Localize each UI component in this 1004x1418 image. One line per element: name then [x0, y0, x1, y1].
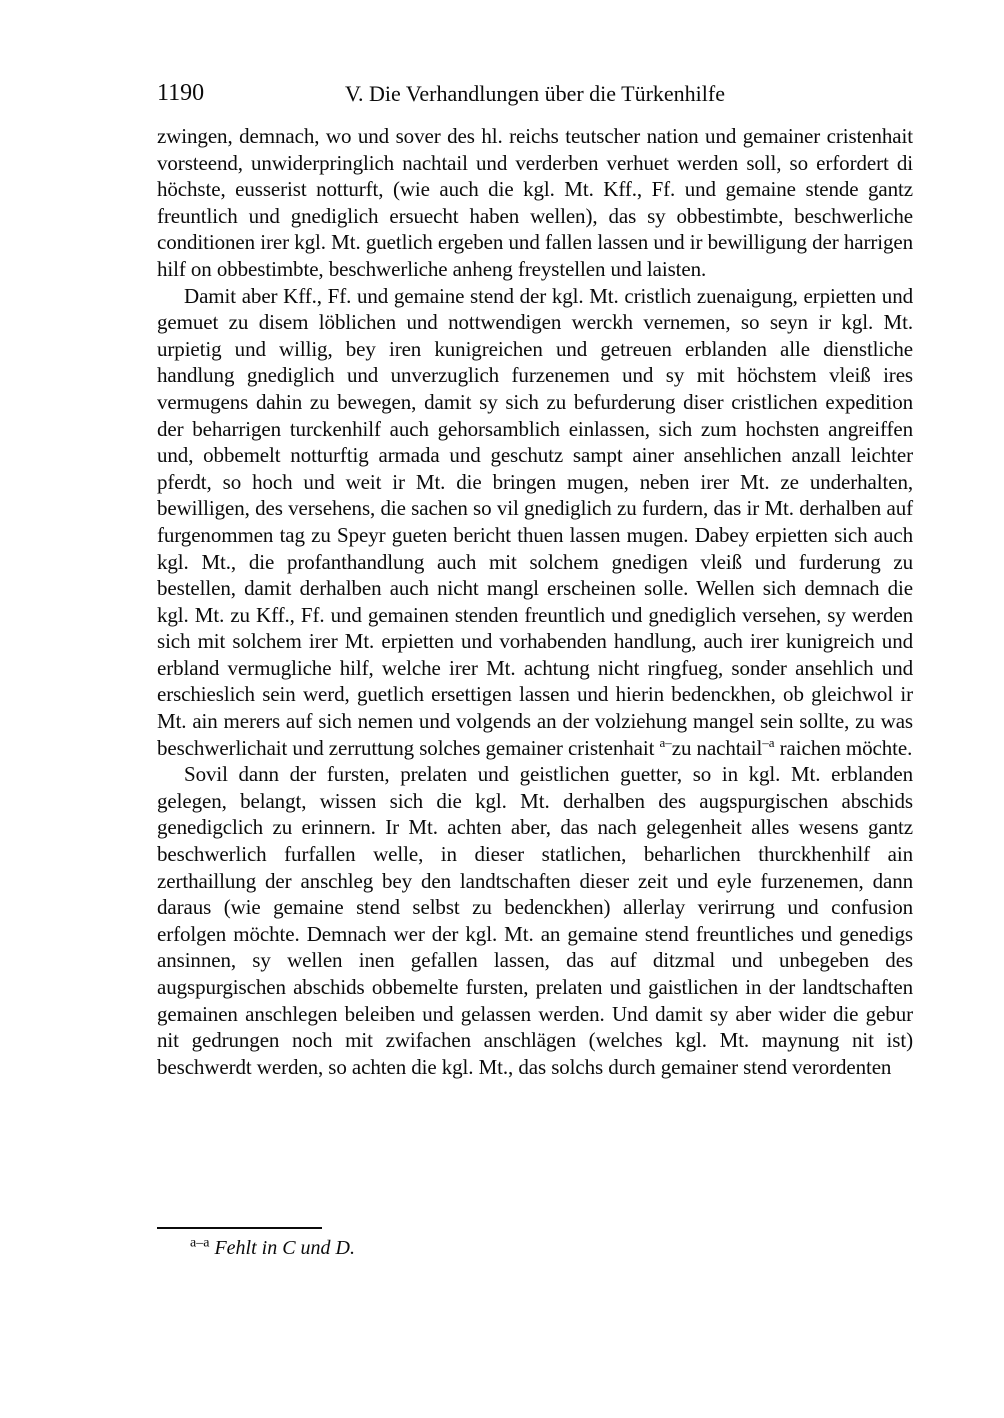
paragraph-3: Sovil dann der fursten, prelaten und geistlichen guetter, so in kgl. Mt. erblanden gelegen, belangt, wissen sich die kgl. Mt. derhalben des augspurgischen abschids genedigclich zu erinnern. Ir Mt. achten aber, das nach gelegenheit alles wesens gantz beschwerlich furfallen welle, in dieser statlichen, beharlichen thurckhenhilf ain zerthaillung der anschleg bey den landtschaften dieser zeit und eyle furzenemen, dann daraus (wie gemaine stend selbst zu bedenckhen) allerlay verirrung und confusion erfolgen möchte. Demnach wer der kgl. Mt. an gemaine stend freuntliches und genedigs ansinnen, sy wellen inen gefallen lassen, das auf ditzmal und unbegeben des augspurgischen abschids obbemelte fursten, prelaten und gaistlichen in der landtschaften gemainen anschlegen beleiben und gelassen werden. Und damit sy aber wider die gebur nit gedrungen noch mit zwifachen anschlägen (welches kgl. Mt. maynung nit ist) beschwerdt werden, so achten die kgl. Mt., das solchs durch gemainer stend verordenten: [157, 762, 913, 1079]
running-title: V. Die Verhandlungen über die Türkenhilfe: [344, 81, 725, 106]
page-number: 1190: [157, 80, 205, 106]
footnote-marker: a–a: [190, 1235, 210, 1251]
footnote: [157, 1235, 913, 1261]
page-header: [157, 80, 913, 108]
paragraph-2-variant-text: zu nachtail: [671, 735, 763, 760]
footnote-separator-rule: [157, 1227, 322, 1229]
paragraph-2: [157, 283, 913, 762]
footnote-text: Fehlt in C und D.: [214, 1237, 355, 1259]
paragraph-2-text: Damit aber Kff., Ff. und gemaine stend der kgl. Mt. cristlich zuenaigung, erpietten und gemuet zu disem löblichen und nottwendigen werckh vernemen, so seyn ir kgl. Mt. urpietig und willig, bey iren kunigreichen und getreuen erblanden alle dienstliche handlung gnediglich und unverzuglich furzenemen und sy mit höchstem vleiß ires vermugens dahin zu bewegen, damit sy sich zu befurderung diser cristlichen expedition der beharrigen turckenhilf auch gehorsamblich einlassen, sich zum hochsten angreiffen und, obbemelt notturftig armada und geschutz sampt ainer ansehlichen anzall leichter pferdt, so hoch und weit ir Mt. die bringen mugen, neben irer Mt. ze underhalten, bewilligen, des versehens, die sachen so vil gnediglich zu furdern, das ir Mt. derhalben auf furgenommen tag zu Speyr gueten bericht thuen lassen mugen. Dabey erpietten sich auch kgl. Mt., die profanthandlung auch mit solchem gnedigen vleiß und furderung zu bestellen, damit derhalben auch nicht mangl erscheinen solle. Wellen sich demnach die kgl. Mt. zu Kff., Ff. und gemainen stenden freuntlich und gnediglich versehen, sy werden sich mit solchem irer Mt. erpietten und vorhabenden handlung, auch irer kunigreich und erbland vermugliche hilf, welche irer Mt. achtung nicht ringfueg, sonder ansehlich und erschieslich sein werd, guetlich ersettigen lassen und hierin bedenckhen, ob gleichwol ir Mt. ain merers auf sich nemen und volgends an der volziehung mangel sein sollte, zu was beschwerlichait und zerruttung solches gemainer cristenhait: [157, 283, 913, 760]
apparatus-mark-close: –a: [762, 734, 775, 750]
paragraph-1: zwingen, demnach, wo und sover des hl. reichs teutscher nation und gemainer cristenhait vorsteend, unwiderpringlich nachtail und verderben verhuet werden soll, so erfordert di höchste, eusserist notturft, (wie auch die kgl. Mt. Kff., Ff. und gemaine stende gantz freuntlich und gnediglich ersuecht haben wellen), das sy obbestimbte, beschwerliche conditionen irer kgl. Mt. guetlich ergeben und fallen lassen und ir bewilligung der harrigen hilf on obbestimbte, beschwerliche anheng freystellen und laisten.: [157, 124, 913, 281]
footnote-area: [157, 1227, 913, 1261]
apparatus-mark-open: a–: [659, 734, 672, 750]
paragraph-2-text-end: raichen möchte.: [774, 735, 913, 760]
text-block: [157, 123, 913, 1080]
